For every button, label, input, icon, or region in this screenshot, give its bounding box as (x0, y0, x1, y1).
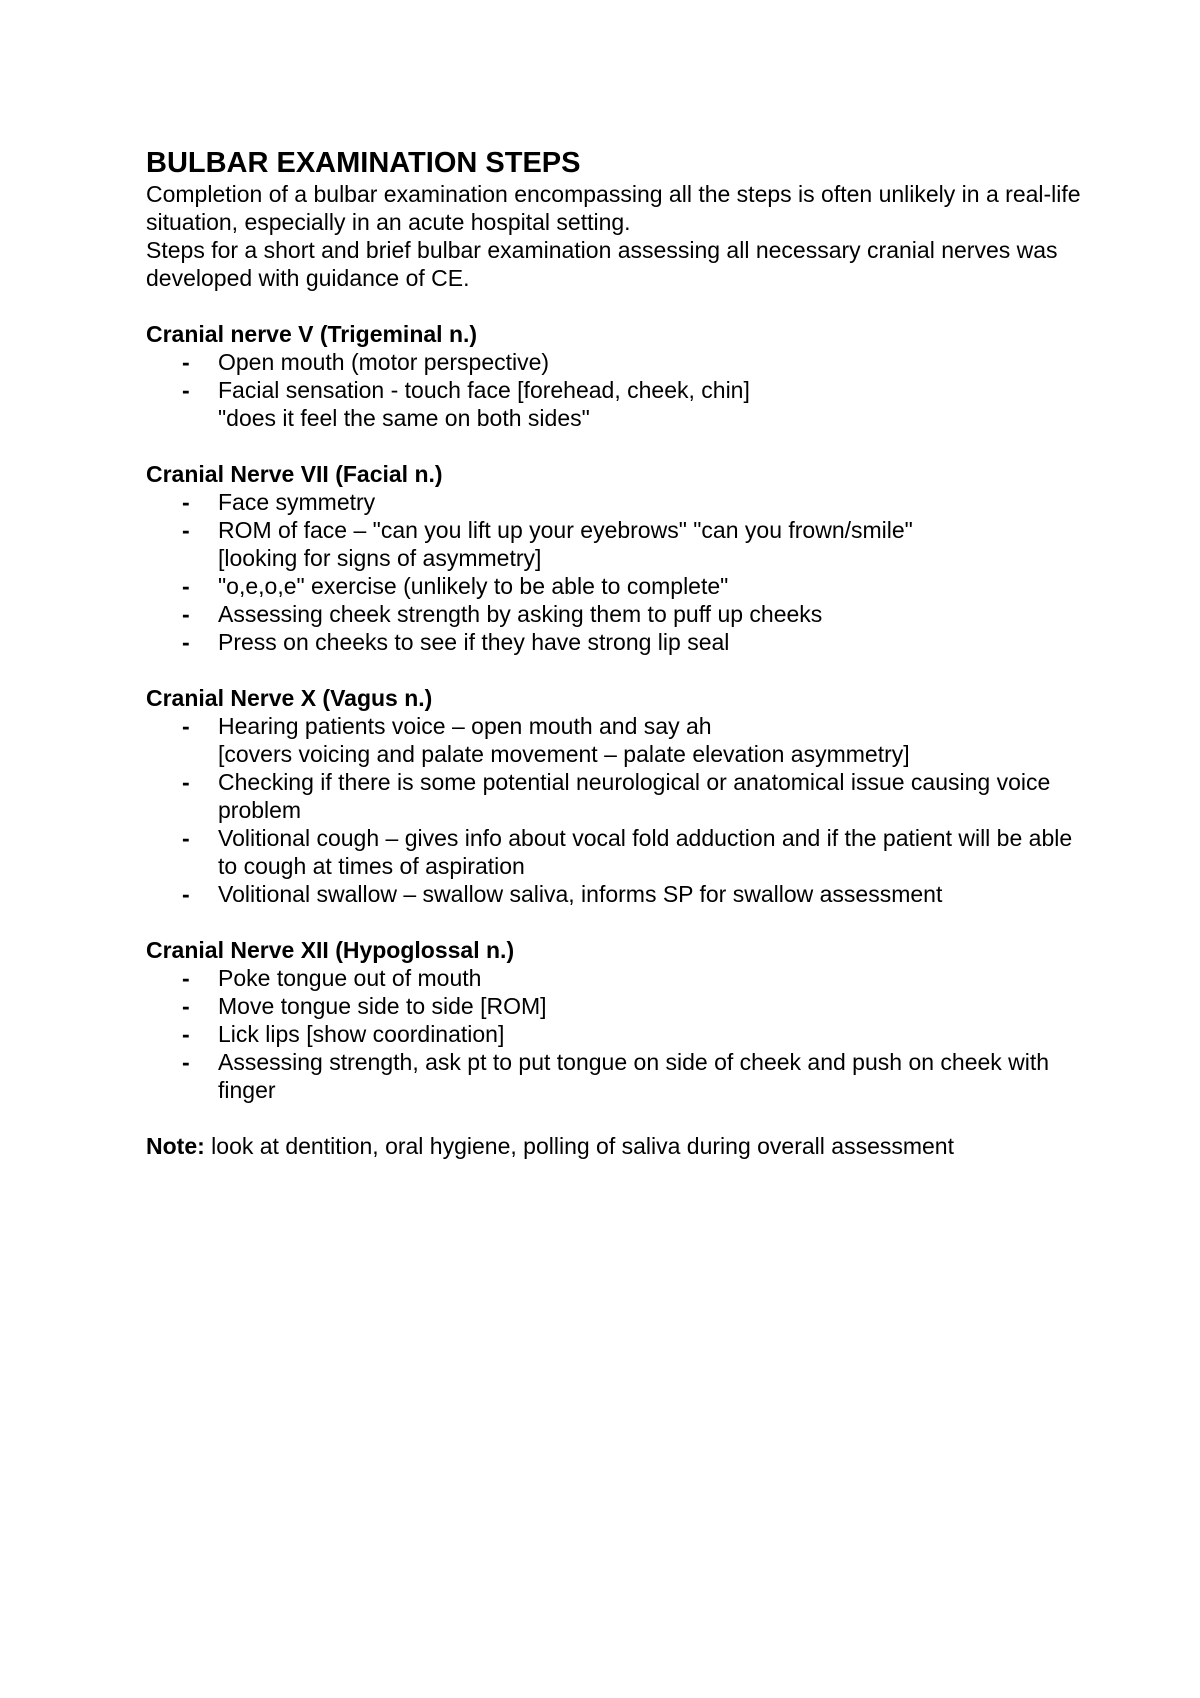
bullet-dash: - (182, 769, 190, 795)
document-page (146, 146, 1086, 1160)
intro-paragraph: Completion of a bulbar examination encompassing all the steps is often unlikely in a real-life situation, especially in an acute hospital setting. (146, 181, 1081, 235)
section-vagus (146, 684, 1086, 908)
note (146, 1132, 1086, 1160)
step-text: Facial sensation - touch face [forehead, cheek, chin] (218, 377, 750, 403)
bullet-dash: - (182, 349, 190, 375)
bullet-dash: - (182, 993, 190, 1019)
step-text: Move tongue side to side [ROM] (218, 993, 547, 1019)
bullet-dash: - (182, 881, 190, 907)
bullet-dash: - (182, 1021, 190, 1047)
list-item (146, 880, 1086, 908)
list-item (146, 572, 1086, 600)
section-hypoglossal (146, 936, 1086, 1104)
bullet-dash: - (182, 1049, 190, 1075)
step-text: Assessing cheek strength by asking them to puff up cheeks (218, 601, 823, 627)
list-item (146, 992, 1086, 1020)
step-list (146, 348, 1086, 432)
list-item (146, 1048, 1086, 1104)
step-list (146, 964, 1086, 1104)
section-heading: Cranial Nerve X (Vagus n.) (146, 685, 433, 711)
bullet-dash: - (182, 517, 190, 543)
list-item (146, 824, 1086, 880)
bullet-dash: - (182, 601, 190, 627)
step-continuation: "does it feel the same on both sides" (218, 405, 590, 431)
note-text: look at dentition, oral hygiene, polling of saliva during overall assessment (204, 1133, 954, 1159)
step-list (146, 488, 1086, 656)
section-trigeminal (146, 320, 1086, 432)
step-text: Face symmetry (218, 489, 376, 515)
list-item (146, 488, 1086, 516)
bullet-dash: - (182, 965, 190, 991)
step-text: Poke tongue out of mouth (218, 965, 482, 991)
step-continuation: [looking for signs of asymmetry] (218, 545, 542, 571)
list-item (146, 1020, 1086, 1048)
page-title: BULBAR EXAMINATION STEPS (146, 147, 581, 179)
bullet-dash: - (182, 489, 190, 515)
step-text: Volitional swallow – swallow saliva, informs SP for swallow assessment (218, 881, 943, 907)
step-text: ROM of face – "can you lift up your eyebrows" "can you frown/smile" (218, 517, 913, 543)
step-text: "o,e,o,e" exercise (unlikely to be able to complete" (218, 573, 729, 599)
bullet-dash: - (182, 377, 190, 403)
section-facial (146, 460, 1086, 656)
list-item (146, 376, 1086, 432)
step-text: Hearing patients voice – open mouth and say ah (218, 713, 712, 739)
bullet-dash: - (182, 629, 190, 655)
step-text: Open mouth (motor perspective) (218, 349, 550, 375)
step-text: Lick lips [show coordination] (218, 1021, 505, 1047)
list-item (146, 600, 1086, 628)
step-text: Press on cheeks to see if they have strong lip seal (218, 629, 730, 655)
step-text: Assessing strength, ask pt to put tongue on side of cheek and push on cheek with finger (218, 1049, 1050, 1103)
section-heading: Cranial Nerve VII (Facial n.) (146, 461, 443, 487)
note-label: Note: (146, 1133, 205, 1159)
section-heading: Cranial nerve V (Trigeminal n.) (146, 321, 478, 347)
step-list (146, 712, 1086, 908)
step-text: Volitional cough – gives info about vocal fold adduction and if the patient will be able to cough at times of aspiration (218, 825, 1073, 879)
list-item (146, 348, 1086, 376)
intro (146, 180, 1086, 292)
bullet-dash: - (182, 713, 190, 739)
intro-paragraph: Steps for a short and brief bulbar examination assessing all necessary cranial nerves was developed with guidance of CE. (146, 237, 1058, 291)
list-item (146, 964, 1086, 992)
step-text: Checking if there is some potential neurological or anatomical issue causing voice problem (218, 769, 1051, 823)
step-continuation: [covers voicing and palate movement – palate elevation asymmetry] (218, 741, 910, 767)
bullet-dash: - (182, 825, 190, 851)
section-heading: Cranial Nerve XII (Hypoglossal n.) (146, 937, 515, 963)
list-item (146, 628, 1086, 656)
list-item (146, 712, 1086, 768)
list-item (146, 516, 1086, 572)
list-item (146, 768, 1086, 824)
bullet-dash: - (182, 573, 190, 599)
